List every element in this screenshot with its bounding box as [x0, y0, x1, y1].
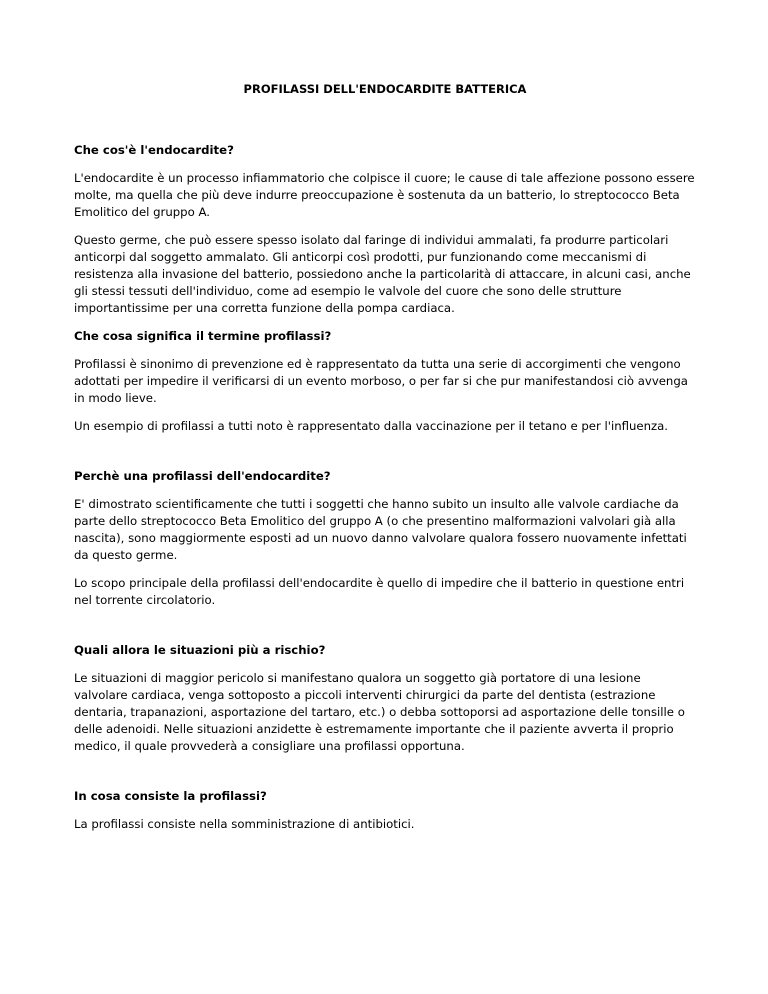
paragraph: Le situazioni di maggior pericolo si manifestano qualora un soggetto già portatore di una lesione valvolare cardiaca, venga sottoposto a piccoli interventi chirurgici da parte del dentista (estrazione dentaria, trapanazioni, asportazione del tartaro, etc.) o debba sottoporsi ad asportazione delle tonsille o delle adenoidi. Nelle situazioni anzidette è estremamente importante che il paziente avverta il proprio medico, il quale provvederà a consigliare una profilassi opportuna.	[74, 671, 685, 753]
section-heading: Quali allora le situazioni più a rischio?	[74, 643, 326, 657]
section-what-prophylaxis-consists-of	[74, 788, 696, 833]
document-title: PROFILASSI DELL'ENDOCARDITE BATTERICA	[243, 82, 527, 96]
section-heading: Che cosa significa il termine profilassi?	[74, 329, 332, 343]
section-heading: Perchè una profilassi dell'endocardite?	[74, 469, 331, 483]
paragraph: Un esempio di profilassi a tutti noto è rappresentato dalla vaccinazione per il tetano e per l'influenza.	[74, 419, 669, 433]
section-what-is-endocarditis	[74, 142, 696, 317]
document-body	[74, 142, 696, 844]
section-why-prophylaxis	[74, 468, 696, 609]
paragraph: L'endocardite è un processo infiammatorio che colpisce il cuore; le cause di tale affezione possono essere molte, ma quella che più deve indurre preoccupazione è sostenuta da un batterio, lo streptococco Beta Emolitico del gruppo A.	[74, 171, 695, 219]
paragraph: Profilassi è sinonimo di prevenzione ed è rappresentato da tutta una serie di accorgimenti che vengono adottati per impedire il verificarsi di un evento morboso, o per far si che pur manifestandosi ciò avvenga in modo lieve.	[74, 357, 688, 405]
section-heading: In cosa consiste la profilassi?	[74, 789, 267, 803]
paragraph: Lo scopo principale della profilassi dell'endocardite è quello di impedire che il batterio in questione entri nel torrente circolatorio.	[74, 576, 685, 607]
paragraph: E' dimostrato scientificamente che tutti i soggetti che hanno subito un insulto alle valvole cardiache da parte dello streptococco Beta Emolitico del gruppo A (o che presentino malformazioni valvolari già alla nascita), sono maggiormente esposti ad un nuovo danno valvolare qualora fossero nuovamente infettati da questo germe.	[74, 497, 687, 562]
paragraph: Questo germe, che può essere spesso isolato dal faringe di individui ammalati, fa produrre particolari anticorpi dal soggetto ammalato. Gli anticorpi così prodotti, pur funzionando come meccanismi di resistenza alla invasione del batterio, possiedono anche la particolarità di attaccare, in alcuni casi, anche gli stessi tessuti dell'individuo, come ad esempio le valvole del cuore che sono delle strutture importantissime per una corretta funzione della pompa cardiaca.	[74, 233, 691, 315]
section-meaning-of-prophylaxis	[74, 328, 696, 435]
section-heading: Che cos'è l'endocardite?	[74, 143, 234, 157]
paragraph: La profilassi consiste nella somministrazione di antibiotici.	[74, 817, 415, 831]
section-risk-situations	[74, 642, 696, 755]
